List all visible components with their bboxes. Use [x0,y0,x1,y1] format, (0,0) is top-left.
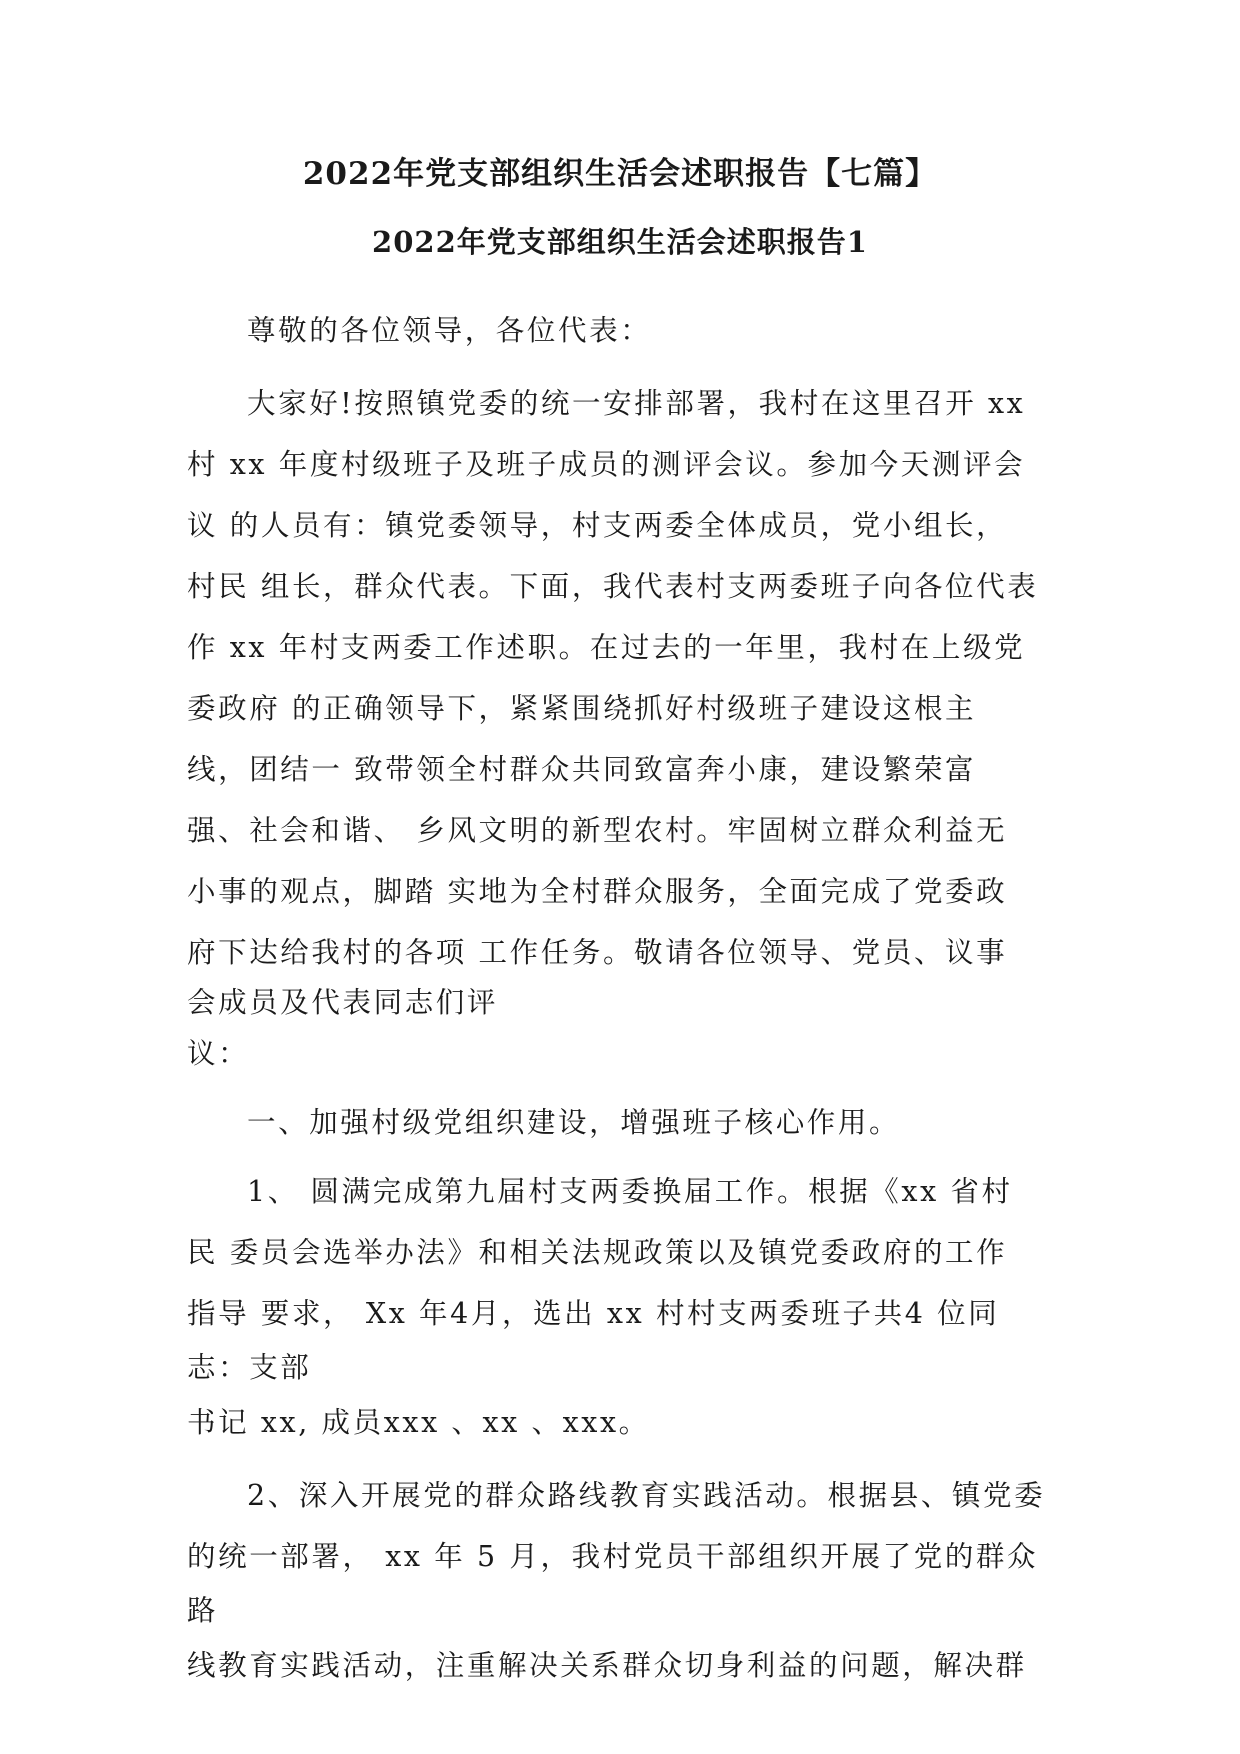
paragraph-line: 强、社会和谐、 乡风文明的新型农村。牢固树立群众利益无 [187,814,1008,847]
salutation: 尊敬的各位领导，各位代表： [247,314,652,347]
paragraph-line: 线，团结一 致带领全村群众共同致富奔小康，建设繁荣富 [187,753,977,786]
document-title: 2022年党支部组织生活会述职报告【七篇】 [302,156,938,192]
section-heading: 一、加强村级党组织建设，增强班子核心作用。 [247,1106,901,1139]
paragraph-line: 路 [187,1594,219,1627]
paragraph-line: 小事的观点，脚踏 实地为全村群众服务，全面完成了党委政 [187,875,1008,908]
paragraph-line: 府下达给我村的各项 工作任务。敬请各位领导、党员、议事 [187,936,1008,969]
paragraph-line: 村民 组长，群众代表。下面，我代表村支两委班子向各位代表 [187,570,1039,603]
paragraph-line: 2、深入开展党的群众路线教育实践活动。根据县、镇党委 [247,1479,1046,1512]
paragraph-line: 线教育实践活动，注重解决关系群众切身利益的问题，解决群 [187,1649,1027,1682]
document-body [187,300,1067,1696]
paragraph-line: 大家好!按照镇党委的统一安排部署，我村在这里召开 xx [247,387,1026,420]
paragraph-line: 指导 要求， Xx 年4月，选出 xx 村村支两委班子共4 位同 [187,1297,1000,1330]
paragraph-line: 议 的人员有：镇党委领导，村支两委全体成员，党小组长， [187,509,1008,542]
document-subtitle: 2022年党支部组织生活会述职报告1 [372,225,868,259]
paragraph-line: 议： [187,1037,250,1070]
paragraph-line: 民 委员会选举办法》和相关法规政策以及镇党委政府的工作 [187,1236,1008,1269]
paragraph-line: 书记 xx, 成员xxx 、xx 、xxx。 [187,1406,650,1439]
paragraph-line: 1、 圆满完成第九届村支两委换届工作。根据《xx 省村 [247,1175,1013,1208]
paragraph-line: 作 xx 年村支两委工作述职。在过去的一年里，我村在上级党 [187,631,1026,664]
paragraph-line: 村 xx 年度村级班子及班子成员的测评会议。参加今天测评会 [187,448,1026,481]
paragraph-line: 的统一部署， xx 年 5 月，我村党员干部组织开展了党的群众 [187,1540,1039,1573]
paragraph-line: 志：支部 [187,1351,312,1384]
paragraph-line: 委政府 的正确领导下，紧紧围绕抓好村级班子建设这根主 [187,692,977,725]
paragraph-line: 会成员及代表同志们评 [187,986,499,1019]
